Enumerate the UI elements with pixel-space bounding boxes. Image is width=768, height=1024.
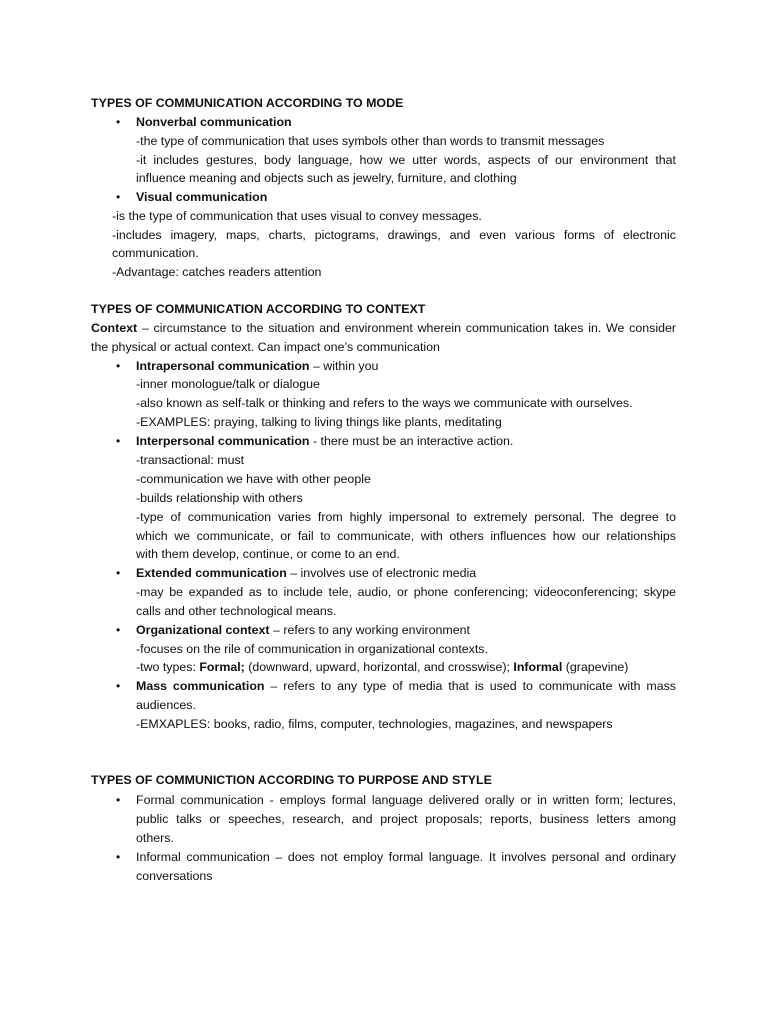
intrapersonal-title: Intrapersonal communication – within you [136,359,379,373]
organizational-title: Organizational context – refers to any working environment [136,623,470,637]
bullet: • [116,679,121,693]
interpersonal-line5: which we communicate, or fail to communicate, with others influences how our relationships [136,529,676,543]
formal-line2: public talks or speeches, research, and project proposals; reports, business letters among [136,812,676,826]
heading-mode: TYPES OF COMMUNICATION ACCORDING TO MODE [91,96,404,110]
organizational-line2: -two types: Formal; (downward, upward, horizontal, and crosswise); Informal (grapevine) [136,660,629,674]
informal-line2: conversations [136,869,213,883]
heading-context: TYPES OF COMMUNICATION ACCORDING TO CONTEXT [91,302,426,316]
context-definition-line1: Context – circumstance to the situation and environment wherein communication takes in. We consider [91,321,676,335]
bullet: • [116,850,121,864]
bullet: • [116,115,121,129]
visual-line2: -includes imagery, maps, charts, pictograms, drawings, and even various forms of electronic [112,228,676,242]
visual-line4: -Advantage: catches readers attention [112,265,322,279]
mass-line2: -EMXAPLES: books, radio, films, computer, technologies, magazines, and newspapers [136,717,613,731]
extended-title: Extended communication – involves use of electronic media [136,566,477,580]
nonverbal-label: Nonverbal communication [136,115,292,129]
bullet: • [116,793,121,807]
bullet: • [116,190,121,204]
nonverbal-line2: -it includes gestures, body language, how we utter words, aspects of our environment that [136,153,676,167]
bullet: • [116,359,121,373]
interpersonal-title: Interpersonal communication - there must be an interactive action. [136,434,514,448]
visual-label: Visual communication [136,190,268,204]
organizational-line1: -focuses on the rile of communication in organizational contexts. [136,642,488,656]
mass-line1: audiences. [136,698,196,712]
bullet: • [116,566,121,580]
intrapersonal-line2: -also known as self-talk or thinking and refers to the ways we communicate with ourselves. [136,396,633,410]
mass-title: Mass communication – refers to any type of media that is used to communicate with mass [136,679,677,693]
visual-line3: communication. [112,246,199,260]
formal-line1: Formal communication - employs formal language delivered orally or in written form; lectures, [136,793,676,807]
intrapersonal-line1: -inner monologue/talk or dialogue [136,377,320,391]
interpersonal-line1: -transactional: must [136,453,245,467]
extended-line2: calls and other technological means. [136,604,337,618]
bullet: • [116,434,121,448]
context-definition-line2: the physical or actual context. Can impact one’s communication [91,340,440,354]
heading-purpose-style: TYPES OF COMMUNICTION ACCORDING TO PURPOSE AND STYLE [91,773,492,787]
nonverbal-line3: influence meaning and objects such as jewelry, furniture, and clothing [136,171,517,185]
informal-line1: Informal communication – does not employ formal language. It involves personal and ordinary [136,850,676,864]
nonverbal-line1: -the type of communication that uses symbols other than words to transmit messages [136,134,605,148]
extended-line1: -may be expanded as to include tele, audio, or phone conferencing; videoconferencing; skype [136,585,676,599]
interpersonal-line3: -builds relationship with others [136,491,303,505]
interpersonal-line2: -communication we have with other people [136,472,371,486]
formal-line3: others. [136,831,174,845]
bullet: • [116,623,121,637]
visual-line1: -is the type of communication that uses visual to convey messages. [112,209,482,223]
interpersonal-line6: with them develop, continue, or come to an end. [136,547,400,561]
intrapersonal-line3: -EXAMPLES: praying, talking to living things like plants, meditating [136,415,502,429]
interpersonal-line4: -type of communication varies from highly impersonal to extremely personal. The degree to [136,510,676,524]
